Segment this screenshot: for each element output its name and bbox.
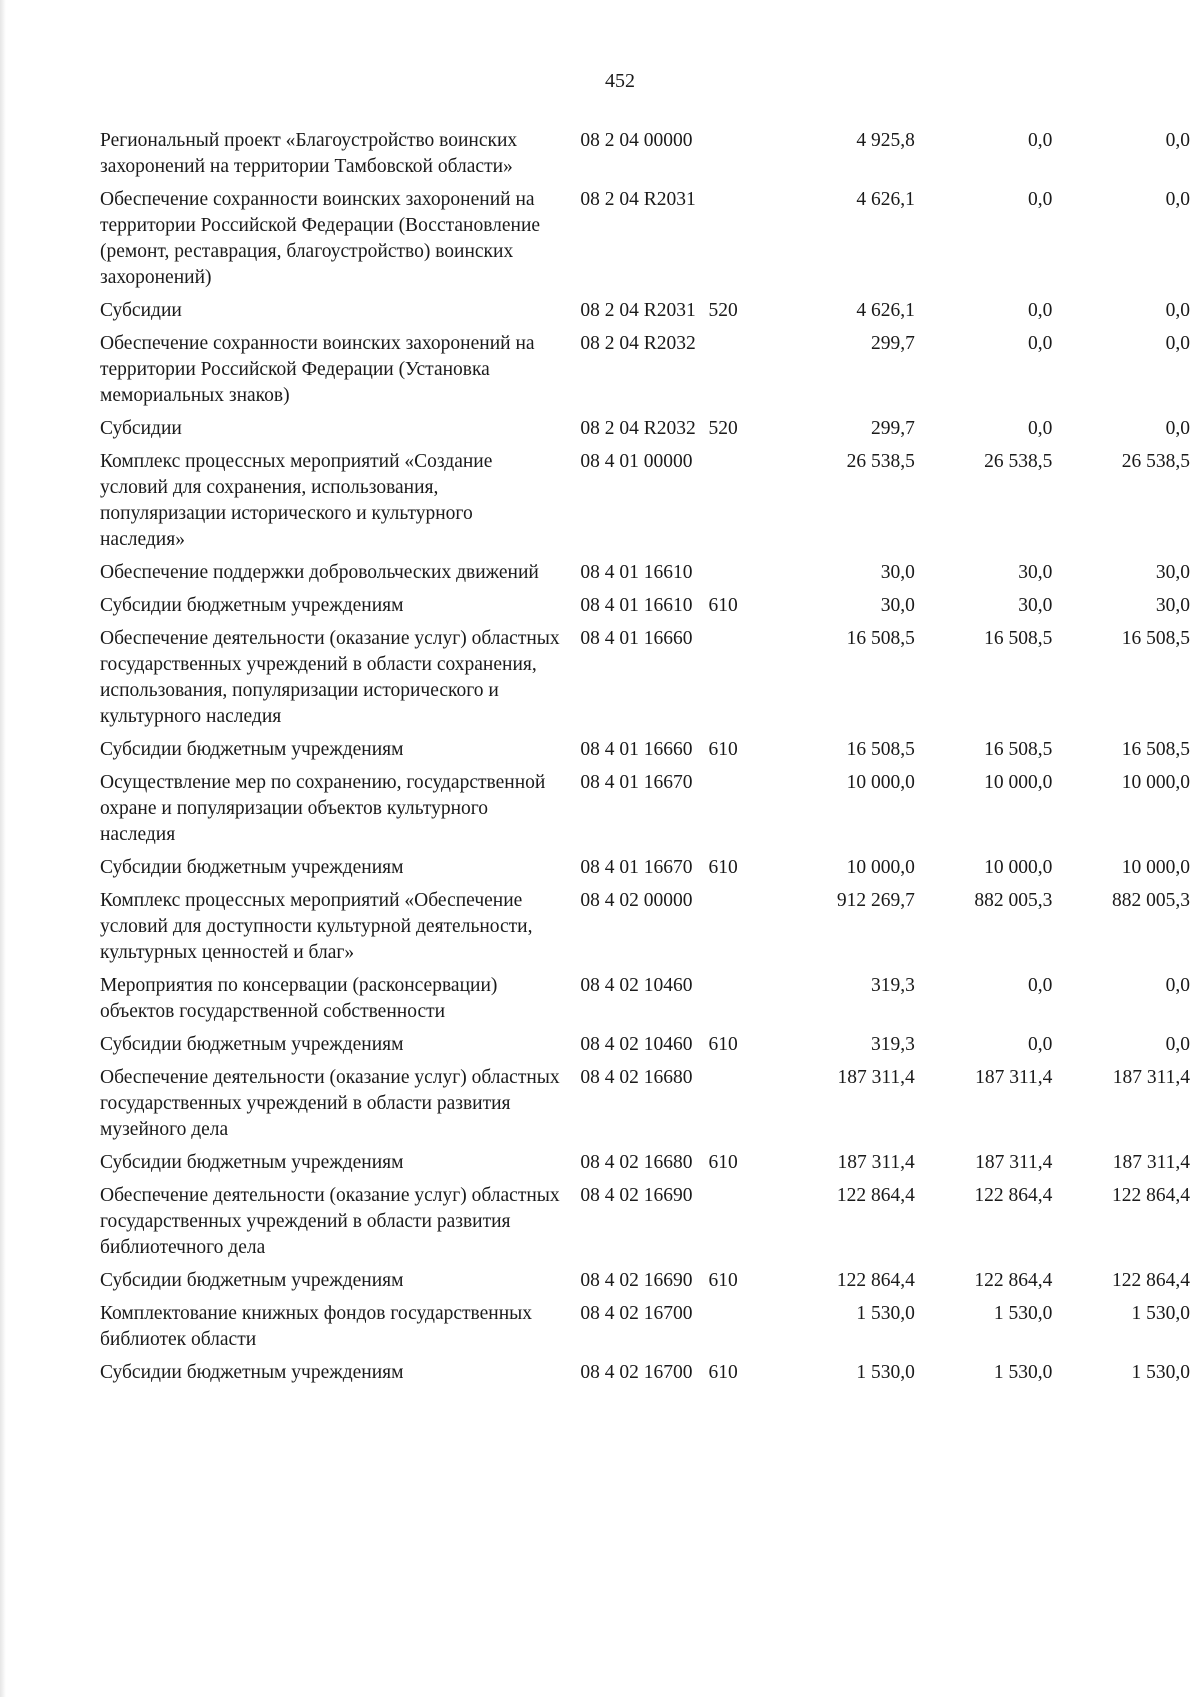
table-row <box>100 187 1190 298</box>
row-expense-type-cell <box>708 1301 766 1360</box>
row-amount-2-cell: 1 530,0 <box>993 1362 1053 1383</box>
row-name-cell: Субсидии бюджетным учреждениям <box>100 1270 404 1291</box>
row-amount-3-cell: 187 311,4 <box>1112 1152 1190 1173</box>
row-amount-1-cell: 1 530,0 <box>856 1362 915 1383</box>
row-code-cell: 08 4 02 10460 <box>580 1034 693 1055</box>
row-amount-2-cell: 16 508,5 <box>984 628 1053 649</box>
row-expense-type-cell <box>708 449 766 560</box>
row-amount-3-cell: 16 508,5 <box>1121 739 1190 760</box>
row-name-cell: Обеспечение деятельности (оказание услуг) областных государственных учреждений в области развития музейного дела <box>100 1067 560 1140</box>
row-amount-3-cell: 0,0 <box>1165 975 1190 996</box>
row-code-cell: 08 2 04 R2031 <box>580 300 696 321</box>
row-name-cell: Субсидии бюджетным учреждениям <box>100 739 404 760</box>
row-expense-type-cell <box>708 973 766 1032</box>
row-name-cell: Мероприятия по консервации (расконсервации) объектов государственной собственности <box>100 975 498 1022</box>
row-name-cell: Комплектование книжных фондов государственных библиотек области <box>100 1303 533 1350</box>
table-row <box>100 416 1190 449</box>
row-amount-1-cell: 187 311,4 <box>837 1152 915 1173</box>
table-row <box>100 593 1190 626</box>
row-amount-2-cell: 30,0 <box>1018 562 1053 583</box>
row-code-cell: 08 4 01 16610 <box>580 562 693 583</box>
row-amount-2-cell: 187 311,4 <box>975 1152 1053 1173</box>
row-code-cell: 08 4 02 16700 <box>580 1362 693 1383</box>
row-expense-type-cell: 610 <box>708 1362 738 1383</box>
row-code-cell: 08 2 04 00000 <box>580 130 693 151</box>
table-row <box>100 331 1190 416</box>
row-name-cell: Обеспечение сохранности воинских захоронений на территории Российской Федерации (Установка мемориальных знаков) <box>100 333 535 406</box>
row-amount-3-cell: 30,0 <box>1155 562 1190 583</box>
row-code-cell: 08 4 02 16680 <box>580 1067 693 1088</box>
row-amount-1-cell: 122 864,4 <box>836 1185 915 1206</box>
row-expense-type-cell <box>708 1183 766 1268</box>
row-amount-3-cell: 122 864,4 <box>1112 1185 1190 1206</box>
row-amount-2-cell: 122 864,4 <box>974 1185 1053 1206</box>
table-row <box>100 560 1190 593</box>
row-amount-2-cell: 0,0 <box>1028 1034 1053 1055</box>
row-amount-3-cell: 122 864,4 <box>1112 1270 1190 1291</box>
row-amount-2-cell: 30,0 <box>1018 595 1053 616</box>
row-expense-type-cell <box>708 888 766 973</box>
row-amount-3-cell: 0,0 <box>1165 418 1190 439</box>
row-amount-2-cell: 0,0 <box>1028 300 1053 321</box>
row-amount-3-cell: 1 530,0 <box>1131 1362 1190 1383</box>
row-expense-type-cell: 610 <box>708 1152 738 1173</box>
row-amount-1-cell: 299,7 <box>870 418 915 439</box>
row-name-cell: Субсидии бюджетным учреждениям <box>100 1034 404 1055</box>
row-code-cell: 08 4 02 00000 <box>580 890 693 911</box>
row-expense-type-cell: 610 <box>708 857 738 878</box>
row-amount-1-cell: 10 000,0 <box>846 857 915 878</box>
row-amount-1-cell: 187 311,4 <box>837 1067 915 1088</box>
row-amount-1-cell: 16 508,5 <box>846 739 915 760</box>
row-expense-type-cell <box>708 1065 766 1150</box>
table-row <box>100 855 1190 888</box>
row-expense-type-cell <box>708 626 766 737</box>
row-amount-3-cell: 1 530,0 <box>1131 1303 1190 1324</box>
row-amount-1-cell: 912 269,7 <box>836 890 915 911</box>
row-name-cell: Региональный проект «Благоустройство воинских захоронений на территории Тамбовской области» <box>100 130 518 177</box>
row-code-cell: 08 4 01 16660 <box>580 739 693 760</box>
row-code-cell: 08 2 04 R2032 <box>580 333 696 354</box>
row-amount-3-cell: 26 538,5 <box>1121 451 1190 472</box>
row-expense-type-cell: 610 <box>708 1034 738 1055</box>
row-code-cell: 08 2 04 R2031 <box>580 189 696 210</box>
row-amount-3-cell: 30,0 <box>1155 595 1190 616</box>
row-code-cell: 08 4 02 16680 <box>580 1152 693 1173</box>
row-amount-3-cell: 0,0 <box>1165 300 1190 321</box>
row-amount-2-cell: 26 538,5 <box>984 451 1053 472</box>
row-name-cell: Обеспечение деятельности (оказание услуг) областных государственных учреждений в области развития библиотечного дела <box>100 1185 560 1258</box>
table-row <box>100 1360 1190 1393</box>
row-amount-2-cell: 1 530,0 <box>993 1303 1053 1324</box>
row-expense-type-cell <box>708 560 766 593</box>
scan-edge-shadow <box>0 0 6 1697</box>
row-amount-3-cell: 10 000,0 <box>1121 772 1190 793</box>
table-row <box>100 1183 1190 1268</box>
row-expense-type-cell <box>708 128 766 187</box>
table-row <box>100 1150 1190 1183</box>
row-amount-3-cell: 10 000,0 <box>1121 857 1190 878</box>
row-amount-2-cell: 882 005,3 <box>974 890 1053 911</box>
row-amount-1-cell: 1 530,0 <box>856 1303 915 1324</box>
row-code-cell: 08 4 01 16670 <box>580 772 693 793</box>
row-name-cell: Обеспечение сохранности воинских захоронений на территории Российской Федерации (Восстановление (ремонт, реставрация, благоустройство) воинских захоронений) <box>100 189 541 288</box>
row-amount-2-cell: 0,0 <box>1028 130 1053 151</box>
table-row <box>100 1268 1190 1301</box>
row-code-cell: 08 4 02 16690 <box>580 1270 693 1291</box>
row-expense-type-cell: 520 <box>708 418 738 439</box>
row-name-cell: Осуществление мер по сохранению, государственной охране и популяризации объектов культурного наследия <box>100 772 546 845</box>
row-code-cell: 08 4 02 16690 <box>580 1185 693 1206</box>
row-code-cell: 08 4 01 00000 <box>580 451 693 472</box>
row-amount-3-cell: 0,0 <box>1165 189 1190 210</box>
row-amount-1-cell: 299,7 <box>870 333 915 354</box>
row-expense-type-cell <box>708 770 766 855</box>
row-expense-type-cell: 610 <box>708 1270 738 1291</box>
row-amount-1-cell: 122 864,4 <box>836 1270 915 1291</box>
row-expense-type-cell: 610 <box>708 595 738 616</box>
table-row <box>100 449 1190 560</box>
table-row <box>100 770 1190 855</box>
row-amount-1-cell: 16 508,5 <box>846 628 915 649</box>
row-amount-1-cell: 10 000,0 <box>846 772 915 793</box>
row-amount-2-cell: 0,0 <box>1028 418 1053 439</box>
row-amount-1-cell: 30,0 <box>880 595 915 616</box>
row-amount-1-cell: 30,0 <box>880 562 915 583</box>
row-code-cell: 08 4 02 16700 <box>580 1303 693 1324</box>
row-amount-3-cell: 0,0 <box>1165 1034 1190 1055</box>
row-name-cell: Комплекс процессных мероприятий «Обеспечение условий для доступности культурной деятельности, культурных ценностей и благ» <box>100 890 533 963</box>
row-name-cell: Субсидии бюджетным учреждениям <box>100 857 404 878</box>
row-expense-type-cell: 610 <box>708 739 738 760</box>
row-expense-type-cell: 520 <box>708 300 738 321</box>
row-code-cell: 08 2 04 R2032 <box>580 418 696 439</box>
row-expense-type-cell <box>708 187 766 298</box>
row-amount-2-cell: 0,0 <box>1028 333 1053 354</box>
row-amount-3-cell: 0,0 <box>1165 333 1190 354</box>
row-name-cell: Обеспечение поддержки добровольческих движений <box>100 562 539 583</box>
budget-table <box>100 128 1190 1393</box>
row-amount-1-cell: 319,3 <box>870 1034 915 1055</box>
row-amount-2-cell: 187 311,4 <box>975 1067 1053 1088</box>
page-number: 452 <box>605 70 635 92</box>
row-amount-3-cell: 187 311,4 <box>1112 1067 1190 1088</box>
row-amount-1-cell: 26 538,5 <box>846 451 915 472</box>
row-code-cell: 08 4 02 10460 <box>580 975 693 996</box>
table-row <box>100 888 1190 973</box>
row-expense-type-cell <box>708 331 766 416</box>
row-code-cell: 08 4 01 16670 <box>580 857 693 878</box>
table-row <box>100 128 1190 187</box>
table-row <box>100 1301 1190 1360</box>
table-row <box>100 1032 1190 1065</box>
row-code-cell: 08 4 01 16660 <box>580 628 693 649</box>
row-amount-1-cell: 4 925,8 <box>856 130 915 151</box>
row-amount-3-cell: 16 508,5 <box>1121 628 1190 649</box>
table-row <box>100 298 1190 331</box>
row-amount-2-cell: 0,0 <box>1028 189 1053 210</box>
table-row <box>100 626 1190 737</box>
row-amount-1-cell: 4 626,1 <box>856 189 915 210</box>
row-name-cell: Субсидии бюджетным учреждениям <box>100 595 404 616</box>
row-amount-2-cell: 16 508,5 <box>984 739 1053 760</box>
row-name-cell: Субсидии <box>100 300 182 321</box>
row-name-cell: Субсидии бюджетным учреждениям <box>100 1152 404 1173</box>
table-body <box>100 128 1190 1393</box>
table-row <box>100 1065 1190 1150</box>
table-row <box>100 737 1190 770</box>
row-amount-2-cell: 122 864,4 <box>974 1270 1053 1291</box>
row-amount-1-cell: 319,3 <box>870 975 915 996</box>
table-row <box>100 973 1190 1032</box>
row-code-cell: 08 4 01 16610 <box>580 595 693 616</box>
row-amount-2-cell: 10 000,0 <box>984 857 1053 878</box>
row-name-cell: Субсидии <box>100 418 182 439</box>
row-amount-3-cell: 0,0 <box>1165 130 1190 151</box>
row-amount-3-cell: 882 005,3 <box>1112 890 1190 911</box>
row-name-cell: Субсидии бюджетным учреждениям <box>100 1362 404 1383</box>
row-amount-2-cell: 10 000,0 <box>984 772 1053 793</box>
row-amount-1-cell: 4 626,1 <box>856 300 915 321</box>
row-amount-2-cell: 0,0 <box>1028 975 1053 996</box>
row-name-cell: Обеспечение деятельности (оказание услуг) областных государственных учреждений в области сохранения, использования, популяризации исторического и культурного наследия <box>100 628 560 727</box>
row-name-cell: Комплекс процессных мероприятий «Создание условий для сохранения, использования, популяризации исторического и культурного наследия» <box>100 451 493 550</box>
